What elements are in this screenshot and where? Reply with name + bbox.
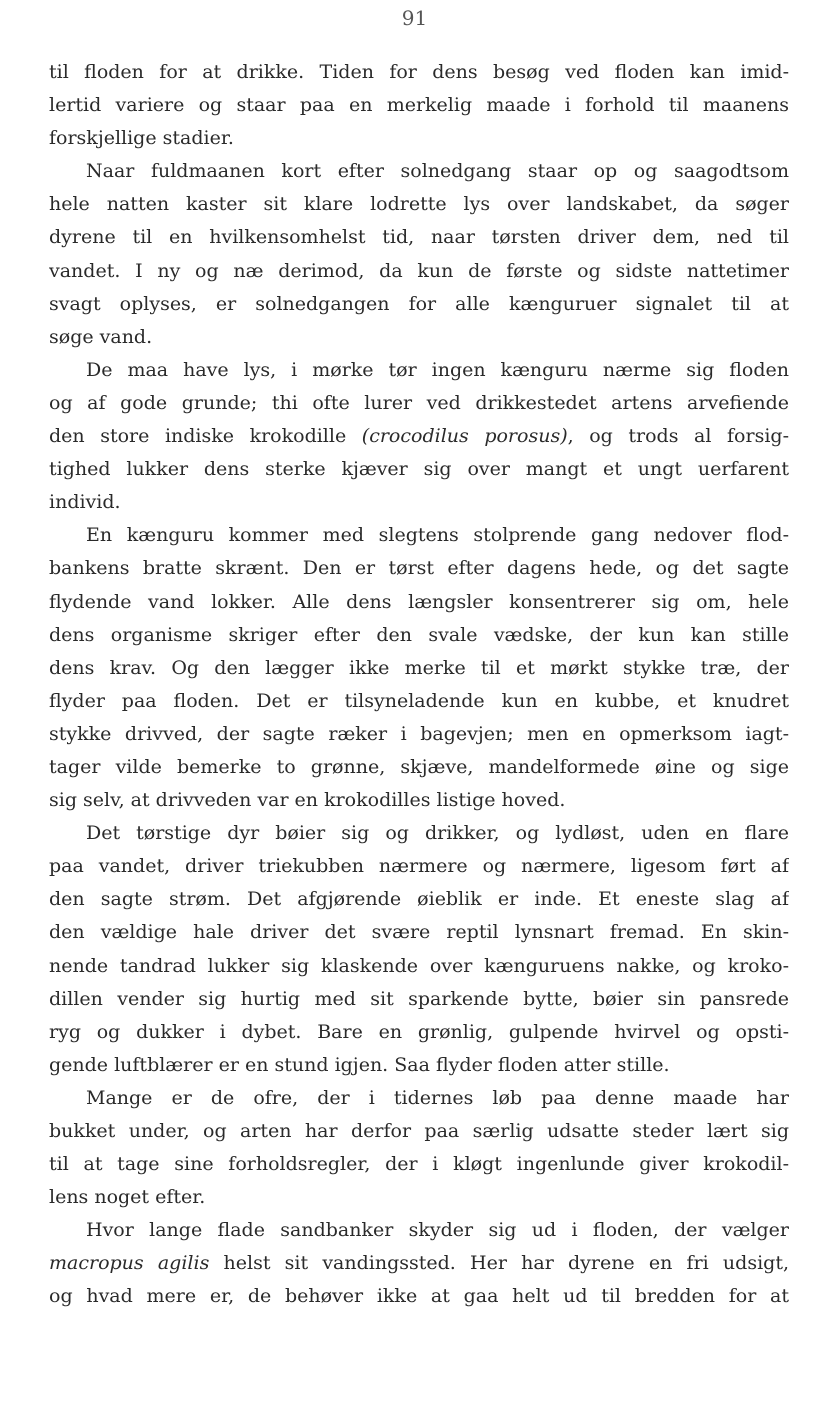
- page-number: 91: [401, 6, 428, 30]
- line-text: , og trods al forsig-: [567, 425, 789, 448]
- line-text: lertid variere og staar paa en merkelig maade i forhold til maanens: [49, 94, 789, 117]
- italic-species-name: (crocodilus porosus): [361, 425, 568, 448]
- line-text: og af gode grunde; thi ofte lurer ved drikkestedet artens arvefiende: [49, 391, 789, 414]
- text-line: [49, 453, 789, 486]
- body-text: [49, 56, 789, 1314]
- text-line: [49, 983, 789, 1016]
- text-line: [49, 420, 789, 453]
- line-text: dyrene til en hvilkensomhelst tid, naar tørsten driver dem, ned til: [49, 226, 789, 249]
- line-text: flydende vand lokker. Alle dens længsler konsentrerer sig om, hele: [49, 590, 789, 613]
- text-line: [49, 1247, 789, 1280]
- line-text: Mange er de ofre, der i tidernes løb paa denne maade har: [86, 1086, 789, 1109]
- text-line: [49, 950, 789, 983]
- text-line: [49, 751, 789, 784]
- text-line: [49, 883, 789, 916]
- text-line: [49, 718, 789, 751]
- text-line: [49, 1181, 789, 1214]
- line-text: nende tandrad lukker sig klaskende over kænguruens nakke, og kroko-: [49, 954, 789, 977]
- line-text: dillen vender sig hurtig med sit sparkende bytte, bøier sin pansrede: [49, 987, 789, 1010]
- line-text: den vældige hale driver det svære reptil lynsnart fremad. En skin-: [49, 921, 789, 944]
- line-text: En kænguru kommer med slegtens stolprende gang nedover flod-: [86, 524, 789, 547]
- line-text: til at tage sine forholdsregler, der i kløgt ingenlunde giver krokodil-: [49, 1153, 789, 1176]
- line-text: dens krav. Og den lægger ikke merke til et mørkt stykke træ, der: [49, 656, 789, 679]
- line-text: gende luftblærer er en stund igjen. Saa flyder floden atter stille.: [49, 1053, 670, 1076]
- line-text: helst sit vandingssted. Her har dyrene en fri udsigt,: [209, 1252, 789, 1275]
- text-line: [49, 552, 789, 585]
- text-line: [49, 817, 789, 850]
- text-line: [49, 619, 789, 652]
- text-line: [49, 685, 789, 718]
- line-text: tager vilde bemerke to grønne, skjæve, mandelformede øine og sige: [49, 755, 789, 778]
- line-text: forskjellige stadier.: [49, 127, 234, 150]
- line-text: Det tørstige dyr bøier sig og drikker, og lydløst, uden en flare: [86, 822, 789, 845]
- line-text: til floden for at drikke. Tiden for dens besøg ved floden kan imid-: [49, 61, 789, 83]
- text-line: [49, 586, 789, 619]
- line-text: paa vandet, driver triekubben nærmere og nærmere, ligesom ført af: [49, 855, 789, 878]
- text-line: [49, 916, 789, 949]
- line-text: Naar fuldmaanen kort efter solnedgang staar op og saagodtsom: [86, 160, 789, 183]
- text-line: [49, 850, 789, 883]
- line-text: den store indiske krokodille: [49, 425, 362, 448]
- line-text: sig selv, at drivveden var en krokodilles listige hoved.: [49, 789, 566, 812]
- line-text: lens noget efter.: [49, 1186, 206, 1209]
- line-text: tighed lukker dens sterke kjæver sig over mangt et ungt uerfarent: [49, 458, 789, 481]
- text-line: [49, 255, 789, 288]
- text-line: [49, 321, 789, 354]
- line-text: ryg og dukker i dybet. Bare en grønlig, gulpende hvirvel og opsti-: [49, 1020, 789, 1043]
- text-line: [49, 89, 789, 122]
- text-line: [49, 354, 789, 387]
- text-line: [49, 1148, 789, 1181]
- text-line: [49, 784, 789, 817]
- line-text: bankens bratte skrænt. Den er tørst efter dagens hede, og det sagte: [49, 557, 789, 580]
- line-text: svagt oplyses, er solnedgangen for alle kænguruer signalet til at: [49, 292, 789, 315]
- text-line: [49, 155, 789, 188]
- line-text: stykke drivved, der sagte ræker i bagevjen; men en opmerksom iagt-: [49, 722, 789, 745]
- text-line: [49, 122, 789, 155]
- text-line: [49, 1214, 789, 1247]
- line-text: flyder paa floden. Det er tilsyneladende kun en kubbe, et knudret: [49, 689, 789, 712]
- text-line: [49, 288, 789, 321]
- line-text: vandet. I ny og næ derimod, da kun de første og sidste nattetimer: [49, 259, 789, 282]
- line-text: dens organisme skriger efter den svale vædske, der kun kan stille: [49, 623, 789, 646]
- text-line: [49, 387, 789, 420]
- text-line: [49, 1115, 789, 1148]
- line-text: søge vand.: [49, 325, 153, 348]
- line-text: den sagte strøm. Det afgjørende øieblik er inde. Et eneste slag af: [49, 888, 789, 911]
- line-text: individ.: [49, 491, 121, 514]
- line-text: og hvad mere er, de behøver ikke at gaa helt ud til bredden for at: [49, 1285, 789, 1308]
- line-text: Hvor lange flade sandbanker skyder sig ud i floden, der vælger: [86, 1219, 789, 1242]
- text-line: [49, 221, 789, 254]
- line-text: De maa have lys, i mørke tør ingen kænguru nærme sig floden: [86, 358, 789, 381]
- text-line: [49, 486, 789, 519]
- text-line: [49, 519, 789, 552]
- line-text: hele natten kaster sit klare lodrette lys over landskabet, da søger: [49, 193, 789, 216]
- text-line: [49, 188, 789, 221]
- text-line: [49, 56, 789, 89]
- text-line: [49, 1049, 789, 1082]
- text-line: [49, 652, 789, 685]
- text-line: [49, 1082, 789, 1115]
- line-text: bukket under, og arten har derfor paa særlig udsatte steder lært sig: [49, 1120, 789, 1142]
- text-line: [49, 1280, 789, 1313]
- text-line: [49, 1016, 789, 1049]
- italic-species-name: macropus agilis: [49, 1252, 210, 1275]
